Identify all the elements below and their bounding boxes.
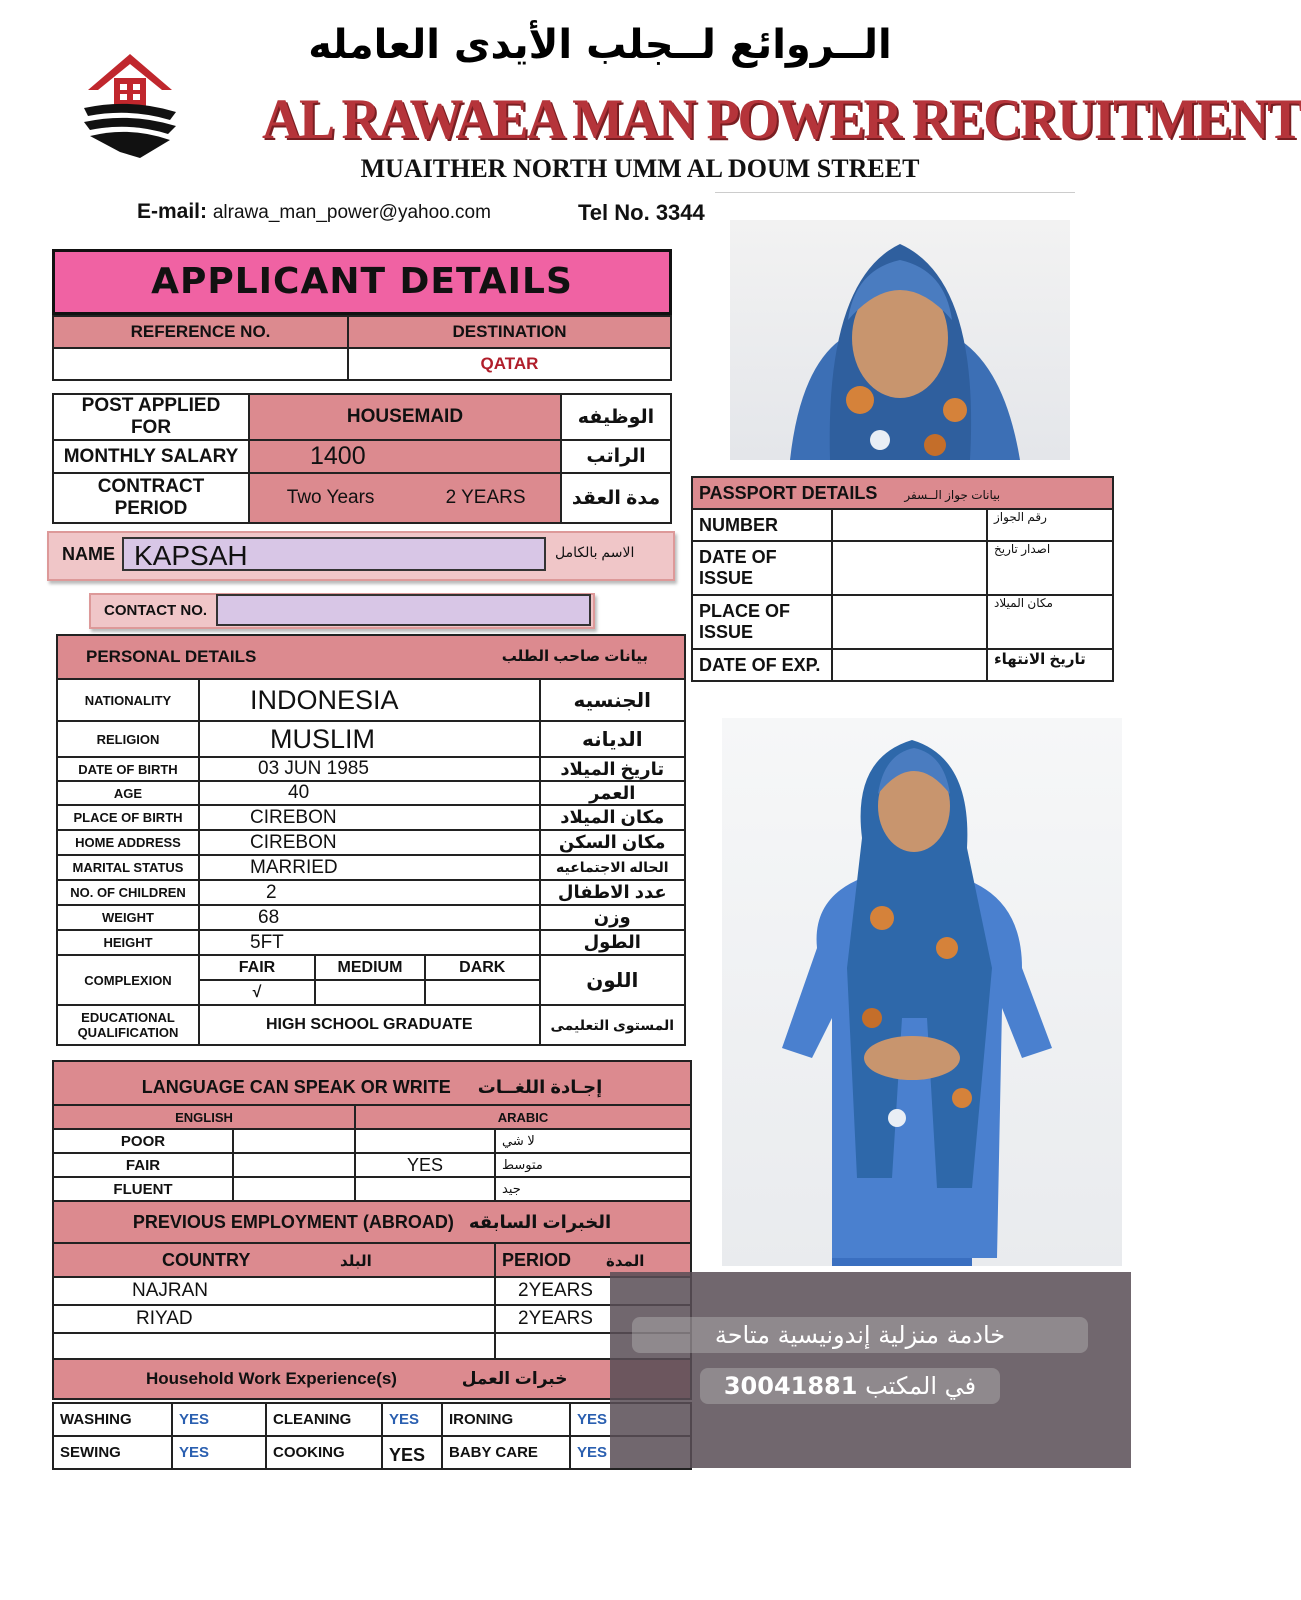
employment-row-3-country: [53, 1333, 495, 1359]
cleaning-value: YES: [382, 1404, 442, 1436]
salary-ar: الراتب: [561, 440, 671, 473]
passport-title: PASSPORT DETAILS: [699, 482, 878, 503]
ironing-value: YES: [570, 1404, 690, 1436]
household-title: Household Work Experience(s): [146, 1369, 397, 1388]
marital-label: MARITAL STATUS: [57, 855, 199, 880]
email-line: [137, 200, 491, 224]
passport-issue-place-ar: مكان الميلاد: [987, 595, 1113, 649]
destination-label: DESTINATION: [348, 316, 671, 348]
washing-label: WASHING: [54, 1404, 172, 1436]
complexion-medium: MEDIUM: [315, 956, 425, 980]
company-logo: [80, 52, 180, 162]
lang-fluent-arabic: [355, 1177, 495, 1201]
employment-title-cell: [53, 1201, 691, 1243]
english-header: ENGLISH: [53, 1105, 355, 1129]
passport-expiry-value: [832, 649, 987, 681]
children-value: 2: [199, 880, 540, 905]
arabic-header: ARABIC: [355, 1105, 691, 1129]
applicant-details-title: APPLICANT DETAILS: [52, 249, 672, 315]
post-value: HOUSEMAID: [249, 394, 561, 440]
personal-title: PERSONAL DETAILS: [86, 647, 257, 666]
passport-expiry-label: DATE OF EXP.: [692, 649, 832, 681]
complexion-medium-mark: [315, 980, 425, 1004]
period-header-ar: المدة: [606, 1252, 645, 1270]
children-label: NO. OF CHILDREN: [57, 880, 199, 905]
contract-value-2: 2 YEARS: [411, 473, 561, 523]
education-value: HIGH SCHOOL GRADUATE: [199, 1005, 540, 1045]
marital-ar: الحاله الاجتماعيه: [540, 855, 685, 880]
overlay-line-1: خادمة منزلية إندونيسية متاحة: [632, 1317, 1088, 1353]
complexion-dark-mark: [425, 980, 539, 1004]
washing-value: YES: [172, 1404, 266, 1436]
lang-poor-ar: لا شي: [495, 1129, 691, 1153]
company-address: MUAITHER NORTH UMM AL DOUM STREET: [360, 154, 920, 183]
name-ar-label: الاسم بالكامل: [555, 544, 635, 560]
country-header-ar: البلد: [340, 1252, 372, 1270]
lang-fluent-english: [233, 1177, 355, 1201]
household-title-ar: خبرات العمل: [461, 1369, 568, 1388]
divider: [715, 192, 1075, 193]
lang-fluent-label: FLUENT: [53, 1177, 233, 1201]
language-title-cell: [53, 1061, 691, 1105]
language-title-ar: إجـادة اللغــات: [477, 1076, 603, 1097]
religion-ar: الديانه: [540, 721, 685, 757]
weight-ar: وزن: [540, 905, 685, 930]
tel-line: Tel No. 3344: [578, 200, 705, 225]
employment-title-ar: الخبرات السابقه: [468, 1211, 612, 1232]
lang-fair-arabic: YES: [355, 1153, 495, 1177]
age-ar: العمر: [540, 781, 685, 805]
contact-field[interactable]: [216, 594, 591, 626]
education-ar: المستوى التعليمى: [540, 1005, 685, 1045]
applicant-full-body-photo: [722, 718, 1122, 1266]
language-employment-table: [52, 1060, 692, 1470]
country-header: [53, 1243, 495, 1277]
home-ar: مكان السكن: [540, 830, 685, 855]
nationality-value: INDONESIA: [199, 679, 540, 721]
overlay-line-2-prefix: في المكتب: [865, 1372, 977, 1400]
email-value[interactable]: alrawa_man_power@yahoo.com: [212, 202, 491, 223]
lang-fair-ar: متوسط: [495, 1153, 691, 1177]
lang-poor-arabic: [355, 1129, 495, 1153]
salary-label: MONTHLY SALARY: [53, 440, 249, 473]
cooking-value: YES: [382, 1436, 442, 1468]
height-ar: الطول: [540, 930, 685, 955]
name-label: NAME: [62, 544, 115, 564]
babycare-value: YES: [570, 1436, 690, 1468]
religion-label: RELIGION: [57, 721, 199, 757]
complexion-label: COMPLEXION: [57, 955, 199, 1005]
marital-value: MARRIED: [199, 855, 540, 880]
pob-value: CIREBON: [199, 805, 540, 830]
home-value: CIREBON: [199, 830, 540, 855]
passport-issue-date-value: [832, 541, 987, 595]
sewing-value: YES: [172, 1436, 266, 1468]
passport-number-label: NUMBER: [692, 509, 832, 541]
education-label: EDUCATIONAL QUALIFICATION: [57, 1005, 199, 1045]
passport-issue-date-label: DATE OF ISSUE: [692, 541, 832, 595]
post-label: POST APPLIED FOR: [53, 394, 249, 440]
age-label: AGE: [57, 781, 199, 805]
employment-row-1-country: NAJRAN: [53, 1277, 495, 1305]
household-title-cell: [53, 1359, 691, 1399]
overlay-phone-number[interactable]: 30041881: [723, 1372, 858, 1400]
salary-value: 1400: [249, 440, 561, 473]
employment-row-1-period: 2YEARS: [495, 1277, 691, 1305]
company-name: AL RAWAEA MAN POWER RECRUITMENT: [262, 87, 1301, 151]
passport-expiry-ar: تاريخ الانتهاء: [987, 649, 1113, 681]
ironing-label: IRONING: [442, 1404, 570, 1436]
passport-title-ar: بيانات جواز الــسفر: [904, 487, 1001, 502]
lang-fair-label: FAIR: [53, 1153, 233, 1177]
children-ar: عدد الاطفال: [540, 880, 685, 905]
cleaning-label: CLEANING: [266, 1404, 382, 1436]
pob-ar: مكان الميلاد: [540, 805, 685, 830]
age-value: 40: [199, 781, 540, 805]
overlay-line-2: [700, 1368, 1000, 1404]
complexion-dark: DARK: [425, 956, 539, 980]
nationality-ar: الجنسيه: [540, 679, 685, 721]
contact-label: CONTACT NO.: [104, 602, 208, 619]
employment-row-2-period: 2YEARS: [495, 1305, 691, 1333]
religion-value: MUSLIM: [199, 721, 540, 757]
contract-value: Two Years: [249, 473, 411, 523]
destination-value: QATAR: [348, 348, 671, 380]
pob-label: PLACE OF BIRTH: [57, 805, 199, 830]
complexion-grid: [199, 955, 540, 1005]
sewing-label: SEWING: [54, 1436, 172, 1468]
contract-label: CONTRACT PERIOD: [53, 473, 249, 523]
employment-title: PREVIOUS EMPLOYMENT (ABROAD): [132, 1211, 454, 1232]
home-label: HOME ADDRESS: [57, 830, 199, 855]
email-label: E-mail:: [137, 200, 208, 223]
dob-ar: تاريخ الميلاد: [540, 757, 685, 781]
personal-details-table: [56, 634, 686, 1046]
passport-issue-place-value: [832, 595, 987, 649]
passport-number-value: [832, 509, 987, 541]
post-ar: الوظيفه: [561, 394, 671, 440]
post-table: [52, 393, 672, 524]
personal-title-ar: بيانات صاحب الطلب: [501, 648, 648, 665]
household-grid: [53, 1403, 691, 1469]
weight-label: WEIGHT: [57, 905, 199, 930]
passport-table: [691, 476, 1114, 682]
complexion-fair-mark: √: [200, 980, 315, 1004]
contract-ar: مدة العقد: [561, 473, 671, 523]
name-field[interactable]: KAPSAH: [122, 537, 546, 571]
lang-fair-english: [233, 1153, 355, 1177]
height-value: 5FT: [199, 930, 540, 955]
lang-poor-label: POOR: [53, 1129, 233, 1153]
applicant-portrait-photo: [730, 220, 1070, 460]
babycare-label: BABY CARE: [442, 1436, 570, 1468]
height-label: HEIGHT: [57, 930, 199, 955]
reference-label: REFERENCE NO.: [53, 316, 348, 348]
weight-value: 68: [199, 905, 540, 930]
arabic-company-title: الــروائع لــجلب الأيدى العامله: [308, 22, 892, 68]
passport-issue-place-label: PLACE OF ISSUE: [692, 595, 832, 649]
dob-value: 03 JUN 1985: [199, 757, 540, 781]
country-header-label: COUNTRY: [162, 1249, 251, 1270]
reference-destination-table: [52, 315, 672, 381]
lang-fluent-ar: جيد: [495, 1177, 691, 1201]
employment-row-2-country: RIYAD: [53, 1305, 495, 1333]
cooking-label: COOKING: [266, 1436, 382, 1468]
personal-title-cell: [57, 635, 685, 679]
nationality-label: NATIONALITY: [57, 679, 199, 721]
reference-value: [53, 348, 348, 380]
dob-label: DATE OF BIRTH: [57, 757, 199, 781]
passport-title-cell: [692, 477, 1113, 509]
complexion-fair: FAIR: [200, 956, 315, 980]
passport-issue-date-ar: اصدار تاريخ: [987, 541, 1113, 595]
language-title: LANGUAGE CAN SPEAK OR WRITE: [141, 1076, 451, 1097]
lang-poor-english: [233, 1129, 355, 1153]
period-header-label: PERIOD: [502, 1249, 572, 1270]
complexion-ar: اللون: [540, 955, 685, 1005]
passport-number-ar: رقم الجواز: [987, 509, 1113, 541]
